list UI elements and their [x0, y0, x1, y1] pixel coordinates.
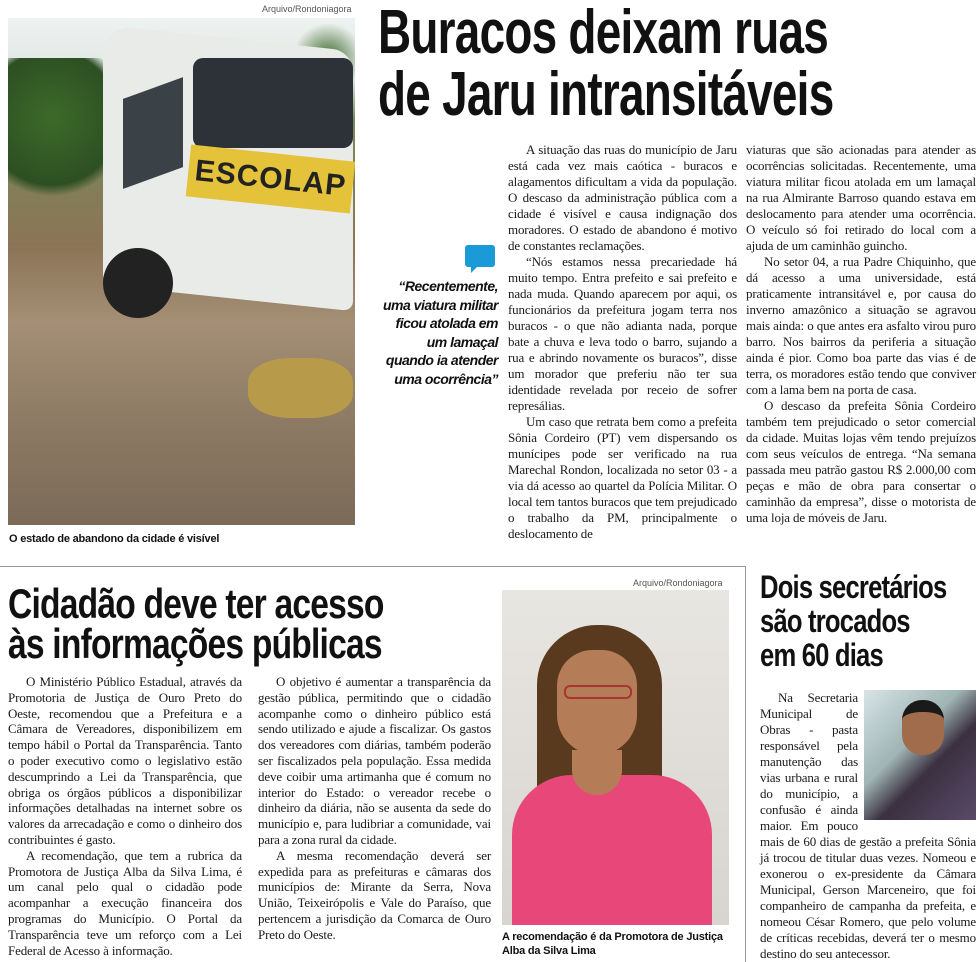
headline-line: em 60 dias	[760, 637, 883, 673]
paragraph: A recomendação, que tem a rubrica da Promotora de Justiça Alba da Silva Lima, é um canal pelo qual o cidadão pode acompanhar a execução financeira dos programas do Município. O Portal da Transparência teve um reforço com a Lei Federal de Acesso à informação.	[8, 847, 242, 958]
article-column	[760, 690, 976, 962]
divider	[0, 566, 746, 567]
paragraph: Um caso que retrata bem como a prefeita Sônia Cordeiro (PT) vem dispersando os munícipes pode ser verificado na rua Marechal Rondon, localizada no setor 03 - a via dá acesso ao quartel da Polícia Militar. O local tem tantos buracos que tem prejudicado o trabalho da PM, principalmente o deslocamento de	[508, 414, 737, 541]
photo-caption: O estado de abandono da cidade é visível	[9, 533, 220, 545]
headline-line: Dois secretários	[760, 569, 947, 605]
headline	[8, 580, 384, 667]
paragraph: No setor 04, a rua Padre Chiquinho, que dá acesso a uma universidade, está praticamente intransitável e, por causa do inverno amazônico a situação se agravou mais ainda: o que antes era asfalto virou puro barro. Nos bairros da periferia a situação ainda é pior. Como boa parte das vias é de terra, os moradores estão tendo que conviver com a lama bem na porta de casa.	[746, 254, 976, 397]
paragraph: A situação das ruas do município de Jaru está cada vez mais caótica - buracos e alagamentos dificultam a vida da população. O descaso da administração pública com a cidade é visível e causa indignação dos moradores. O estado de abandono é motivo de constantes reclamações.	[508, 142, 737, 253]
prosecutor-portrait-photo	[502, 590, 729, 925]
headline-line: de Jaru intransitáveis	[378, 60, 834, 129]
paragraph: viaturas que são acionadas para atender as ocorrências solicitadas. Recentemente, uma viatura militar ficou atolada em um lamaçal na rua Almirante Barroso quando estava em deslocamento para atender uma ocorrência. O veículo só foi retirado do local com a ajuda de um caminhão guincho.	[746, 142, 976, 253]
article-column	[746, 142, 976, 526]
paragraph: Na Secretaria Municipal de Obras - pasta responsável pela manutenção das vias urbana e rural do município, a confusão é ainda maior. Em pouco mais de 60 dias de gestão a prefeita Sônia já trocou de titular duas vezes. Nomeou e exonerou o ex-presidente da Câmara Municipal, Gerson Marceneiro, que foi companheiro de campanha da prefeita, e nomeou César Romero, que pelo volume de críticas recebidas, deverá ter o mesmo destino do seu antecessor.	[760, 690, 976, 961]
photo-credit: Arquivo/Rondoniagora	[262, 4, 352, 14]
article-column	[8, 674, 242, 958]
divider	[745, 566, 746, 962]
headline	[760, 570, 946, 672]
paragraph: O Ministério Público Estadual, através da Promotoria de Justiça de Ouro Preto do Oeste, recomendou que a Prefeitura e a Câmara de Vereadores, disponibilizem em tempo hábil o Portal da Transparência. Tanto o poder executivo como o legislativo estão descumprindo a Lei da Transparência, que obriga os órgãos públicos a disponibilizar informações detalhadas na internet sobre os valores da arrecadação e como o dinheiro dos contribuintes é gasto.	[8, 674, 242, 847]
paragraph: O objetivo é aumentar a transparência da gestão pública, permitindo que o cidadão acompanhe como o dinheiro público está sendo utilizado e ajude a fiscalizar. Os gastos dos vereadores com diárias, também poderão ser fiscalizados pela população. Essa medida deve coibir uma artimanha que é comum no interior do Estado: o vereador recebe o dinheiro da diária, não se ausenta da sede do município e, para ludibriar a comunidade, vai para a zona rural da cidade.	[258, 674, 491, 847]
headline-line: Cidadão deve ter acesso	[8, 580, 384, 627]
bus-in-mud-photo	[8, 18, 355, 525]
headline-line: às informações públicas	[8, 620, 382, 667]
secretary-photo	[864, 690, 976, 820]
article-column	[508, 142, 737, 542]
photo-caption: A recomendação é da Promotora de Justiça Alba da Silva Lima	[502, 931, 723, 957]
headline	[378, 0, 834, 129]
headline-line: são trocados	[760, 603, 910, 639]
article-column	[258, 674, 491, 943]
speech-bubble-icon	[465, 245, 495, 267]
pull-quote: “Recentemente, uma viatura militar ficou atolada em um lamaçal quando ia atender uma ocorrência”	[383, 278, 498, 387]
paragraph: O descaso da prefeita Sônia Cordeiro também tem prejudicado o setor comercial da cidade. Muitas lojas vêm tendo prejuízos com seus veículos de entrega. “Na semana passada meu patrão gastou R$ 2.000,00 com peças e mão de obra para consertar o caminhão da empresa”, disse o motorista de uma loja de móveis de Jaru.	[746, 398, 976, 525]
paragraph: A mesma recomendação deverá ser expedida para as prefeituras e câmaras dos municípios de: Mirante da Serra, Nova União, Teixeirópolis e Vale do Paraíso, que pertencem a jurisdição da Comarca de Ouro Preto do Oeste.	[258, 847, 491, 942]
headline-line: Buracos deixam ruas	[378, 0, 829, 67]
paragraph: “Nós estamos nessa precariedade há muito tempo. Entra prefeito e sai prefeito e nada muda. Quando aparecem por aqui, os funcionários da prefeitura jogam terra nos buracos - o que não adianta nada, porque bate a chuva e leva todo o barro, sujando a rua e abrindo novamente os buracos”, disse um morador que preferiu não ter sua identidade revelada por receio de sofrer represálias.	[508, 254, 737, 413]
photo-credit: Arquivo/Rondoniagora	[633, 578, 723, 588]
bus-sign: ESCOLAP	[186, 145, 355, 214]
